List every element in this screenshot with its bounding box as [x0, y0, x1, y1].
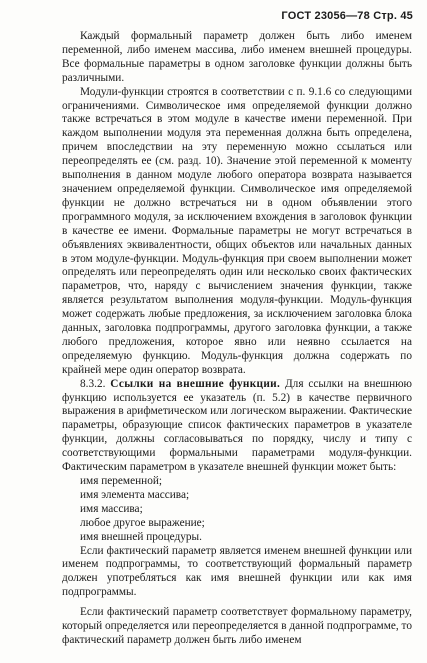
section-number: 8.3.2. — [80, 377, 106, 390]
paragraph-external-function-refs — [62, 378, 412, 475]
paragraph-function-modules: Модули-функции строятся в соответствии с п. 9.1.6 со следующими ограничениями. Символическое имя определяемой функции должно также встречаться в этом модуле в качестве имени переменной. При каждом выполнении модуля эта переменная должна быть определена, причем впоследствии на эту переменную можно ссылаться или переопределять ее (см. разд. 10). Значение этой переменной к моменту выполнения в данном модуле любого оператора возврата называется значением определяемой функции. Символическое имя определяемой функции не должно встречаться ни в одном объявлении этого программного модуля, за исключением вхождения в заголовок функции в качестве ее имени. Формальные параметры не могут встречаться в объявлениях эквивалентности, общих объектов или начальных данных в этом модуле-функции. Модуль-функция при своем выполнении может определять или переопределять один или несколько своих фактических параметров, что, наряду с вычислением значения функции, также является результатом выполнения модуля-функции. Модуль-функция может содержать любые предложения, за исключением заголовка блока данных, заголовка подпрограммы, другого заголовка функции, а также любого предложения, которое явно или неявно ссылается на определяемую функцию. Модуль-функция должна содержать по крайней мере один оператор возврата. — [62, 85, 412, 376]
section-text: Для ссылки на внешнюю функцию используется ее указатель (п. 5.2) в качестве первичного выражения в арифметическом или логическом выражении. Фактические параметры, образующие список фактических параметров в указателе функции, должны согласовываться по порядку, числу и типу с соответствующими формальными параметрами модуля-функции. Фактическим параметром в указателе внешней функции может быть: — [62, 377, 412, 474]
paragraph-actual-param-redefined: Если фактический параметр соответствует формальному параметру, который определяется или переопределяется в данной подпрограмме, то фактический параметр должен быть либо именем — [62, 606, 412, 646]
body-text — [62, 30, 412, 648]
section-title: Ссылки на внешние функции. — [110, 377, 281, 390]
paragraph-formal-parameters: Каждый формальный параметр должен быть либо именем переменной, либо именем массива, либо именем внешней процедуры. Все формальные параметры в одном заголовке функции должны быть различными. — [62, 30, 412, 84]
list-item: любое другое выражение; — [80, 516, 205, 529]
list-item: имя внешней процедуры. — [80, 530, 202, 543]
list-item: имя массива; — [80, 502, 143, 515]
list-item: имя переменной; — [80, 475, 163, 487]
page-header: ГОСТ 23056—78 Стр. 45 — [281, 10, 413, 22]
paragraph-actual-param-external: Если фактический параметр является именем внешней функции или именем подпрограммы, то соответствующий формальный параметр должен употребляться как имя внешней функции или как имя подпрограммы. — [62, 544, 412, 599]
list-item: имя элемента массива; — [80, 488, 190, 501]
